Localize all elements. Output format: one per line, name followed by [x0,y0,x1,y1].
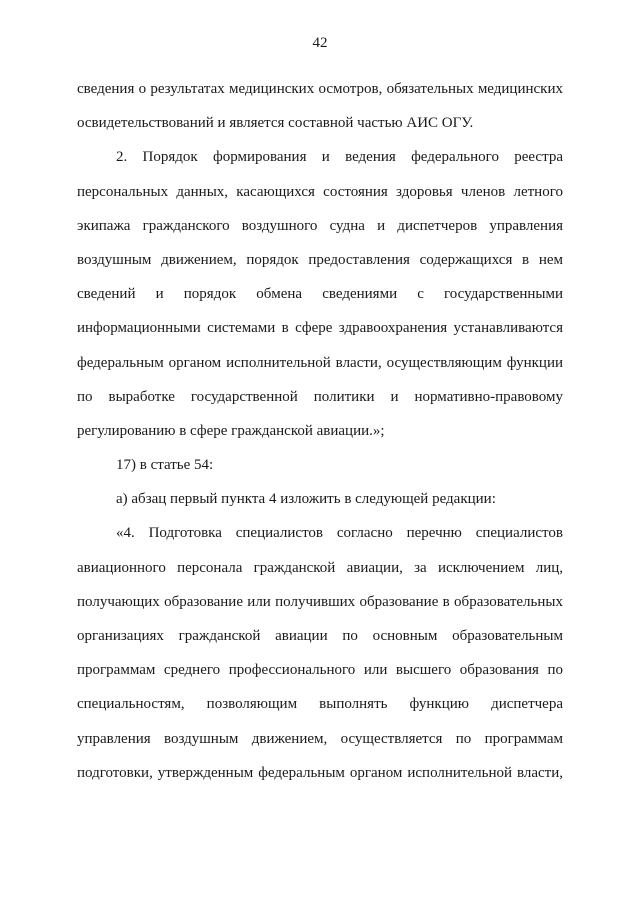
text-line: 17) в статье 54: [116,457,214,474]
text-line: «4. Подготовка специалистов согласно перечню специалистов [116,525,563,542]
text-line: подготовки, утвержденным федеральным органом исполнительной власти, [77,764,563,781]
text-line: авиационного персонала гражданской авиации, за исключением лиц, [77,559,563,576]
text-line: персональных данных, касающихся состояния здоровья членов летного [77,183,563,200]
text-line: по выработке государственной политики и нормативно-правовому [77,388,563,405]
text-line: экипажа гражданского воздушного судна и диспетчеров управления [77,217,563,234]
text-line: сведения о результатах медицинских осмотров, обязательных медицинских [77,81,563,97]
text-line: получающих образование или получивших образование в образовательных [77,593,563,610]
text-line: воздушным движением, порядок предоставления содержащихся в нем [77,251,563,268]
text-line: регулированию в сфере гражданской авиации.»; [77,422,385,439]
text-line: освидетельствований и является составной частью АИС ОГУ. [77,115,474,132]
text-line: специальностям, позволяющим выполнять функцию диспетчера [77,696,563,713]
page-number: 42 [312,35,328,51]
text-line: федеральным органом исполнительной власти, осуществляющим функции [77,354,563,371]
text-line: 2. Порядок формирования и ведения федерального реестра [116,149,563,166]
text-line: организациях гражданской авиации по основным образовательным [77,628,563,644]
text-line: управления воздушным движением, осуществляется по программам [77,730,563,747]
text-line: а) абзац первый пункта 4 изложить в следующей редакции: [116,491,496,508]
text-line: программам среднего профессионального или высшего образования по [77,662,563,679]
text-line: сведений и порядок обмена сведениями с государственными [77,286,563,303]
document-body [77,72,563,790]
text-line: информационными системами в сфере здравоохранения устанавливаются [77,320,563,337]
